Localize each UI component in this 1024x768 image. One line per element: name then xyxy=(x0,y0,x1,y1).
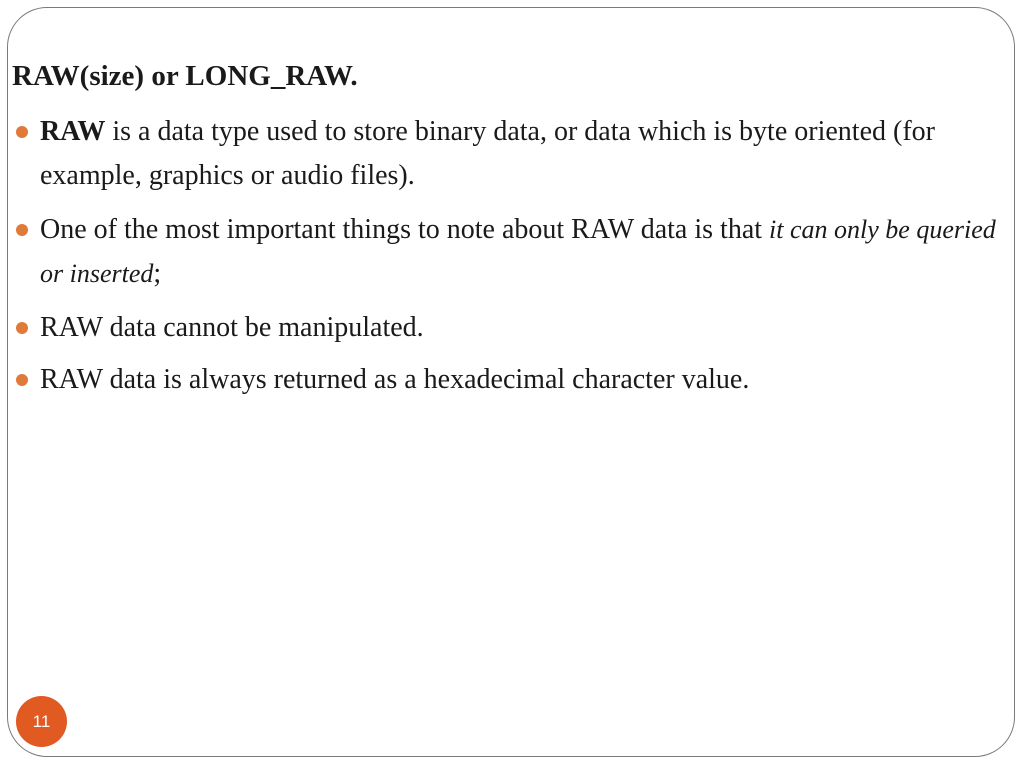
bullet-body: RAW data is always returned as a hexadecimal character value. xyxy=(40,364,750,395)
bullet-body: is a data type used to store binary data, or data which is byte oriented (for example, graphics or audio files). xyxy=(40,116,935,191)
bullet-dot-icon xyxy=(16,224,28,236)
bullet-italic: it can only be queried or inserted xyxy=(40,215,996,288)
bullet-body: One of the most important things to note about RAW data is that xyxy=(40,214,770,245)
page-number-badge: 11 xyxy=(16,696,67,747)
bullet-body: RAW data cannot be manipulated. xyxy=(40,312,424,343)
bullet-dot-icon xyxy=(16,374,28,386)
bullet-text xyxy=(40,110,1000,198)
bullet-tail: ; xyxy=(153,258,162,289)
bullet-text xyxy=(40,208,1000,296)
bullet-text xyxy=(40,306,1000,350)
bullet-bold-lead: RAW xyxy=(40,116,106,147)
bullet-dot-icon xyxy=(16,322,28,334)
bullet-text xyxy=(40,358,1000,402)
bullet-dot-icon xyxy=(16,126,28,138)
slide-heading: RAW(size) or LONG_RAW. xyxy=(12,60,358,92)
